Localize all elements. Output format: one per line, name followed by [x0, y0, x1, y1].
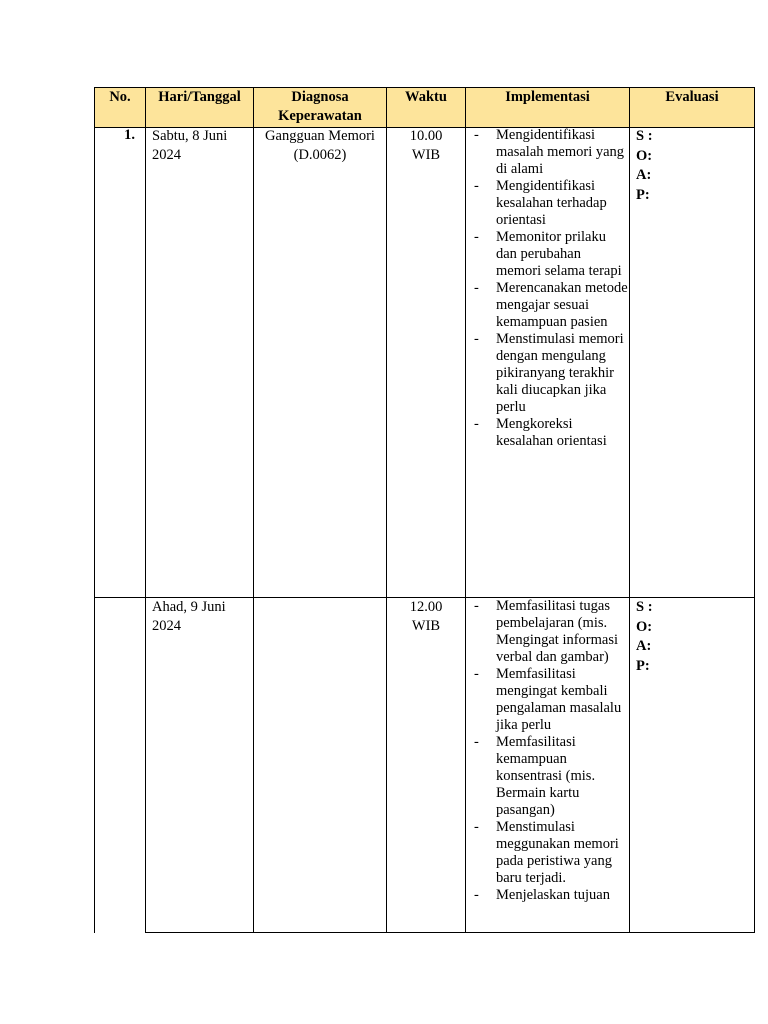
implementation-item: - Menstimulasi meggunakan memori pada peristiwa yang baru terjadi.: [474, 819, 619, 886]
evaluation-subjective: S :: [636, 128, 653, 144]
header-diagnosis: Diagnosa Keperawatan: [278, 89, 362, 124]
row-implementations: [466, 127, 629, 450]
row-time: 10.00 WIB: [409, 128, 443, 163]
row-implementations: [466, 598, 629, 904]
implementation-item: - Memfasilitasi tugas pembelajaran (mis. Mengingat informasi verbal dan gambar): [474, 598, 619, 665]
evaluation-objective: O:: [636, 147, 653, 164]
column-border: [253, 87, 254, 933]
header-implementation: Implementasi: [505, 89, 590, 105]
implementation-item: - Merencanakan metode mengajar sesuai kemampuan pasien: [474, 280, 628, 330]
column-border: [386, 87, 387, 933]
implementation-list: [466, 127, 629, 450]
implementation-item: - Memonitor prilaku dan perubahan memori selama terapi: [474, 229, 622, 279]
evaluation-assessment: A:: [636, 638, 652, 654]
row-date: Ahad, 9 Juni 2024: [152, 599, 226, 634]
evaluation-objective: O:: [636, 618, 653, 635]
header-time: Waktu: [405, 89, 447, 105]
row-diagnosis: Gangguan Memori (D.0062): [265, 128, 375, 163]
evaluation-plan: P:: [636, 657, 650, 674]
implementation-item: - Menjelaskan tujuan: [474, 887, 610, 903]
evaluation-plan: P:: [636, 186, 650, 203]
implementation-list: [466, 598, 629, 904]
evaluation-assessment: A:: [636, 167, 652, 183]
column-border: [94, 87, 95, 933]
header-evaluation: Evaluasi: [665, 89, 719, 105]
row-evaluation: [636, 127, 751, 205]
implementation-item: - Memfasilitasi mengingat kembali pengalaman masalalu jika perlu: [474, 666, 622, 733]
implementation-item: - Mengkoreksi kesalahan orientasi: [474, 416, 607, 449]
column-border: [754, 87, 755, 933]
header-no: No.: [109, 89, 131, 105]
row-date: Sabtu, 8 Juni 2024: [152, 128, 228, 163]
column-border: [629, 87, 630, 933]
table-border-bottom: [145, 932, 755, 933]
row-time: 12.00 WIB: [409, 599, 443, 634]
implementation-item: - Menstimulasi memori dengan mengulang pikiranyang terakhir kali diucapkan jika perlu: [474, 331, 624, 415]
implementation-item: - Mengidentifikasi masalah memori yang di alami: [474, 127, 625, 177]
header-date: Hari/Tanggal: [158, 89, 241, 105]
implementation-item: - Mengidentifikasi kesalahan terhadap orientasi: [474, 178, 607, 228]
implementation-item: - Memfasilitasi kemampuan konsentrasi (mis. Bermain kartu pasangan): [474, 734, 596, 818]
column-border: [145, 87, 146, 933]
row-number: 1.: [124, 127, 135, 143]
row-evaluation: [636, 598, 751, 676]
evaluation-subjective: S :: [636, 599, 653, 615]
